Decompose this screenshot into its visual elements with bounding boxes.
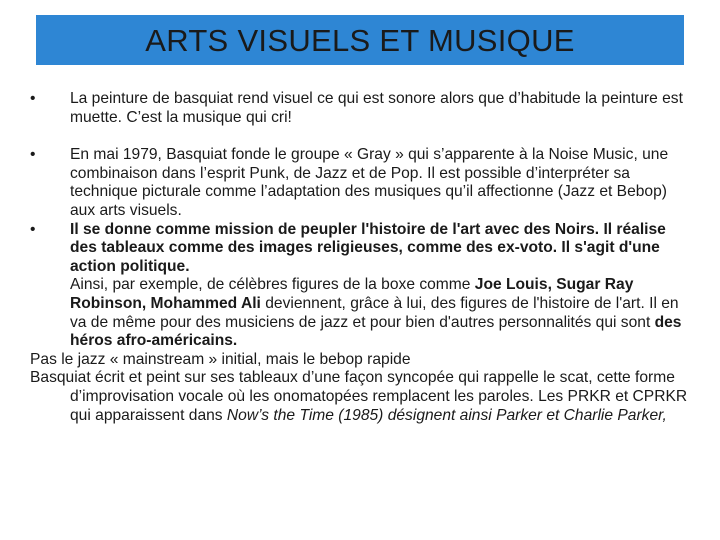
paragraph-4 (30, 276, 690, 350)
paragraph-6 (30, 369, 690, 425)
paragraph-3-text: Il se donne comme mission de peupler l'histoire de l'art avec des Noirs. Il réalise des tableaux comme des images religieuses, comme des ex-voto. Il s'agit d'une action politique. (70, 220, 666, 275)
paragraph-5-text: Pas le jazz « mainstream » initial, mais le bebop rapide (30, 350, 411, 368)
title-bar (36, 15, 684, 65)
bullet-icon: • (30, 90, 36, 107)
paragraph-3 (30, 221, 690, 277)
paragraph-2 (30, 146, 690, 220)
paragraph-4-text-2: deviennent, grâce à lui, des figures de l'histoire de l'art. Il en va de même pour des musiciens de jazz et pour bien d'autres personnalités qui sont (70, 294, 679, 331)
paragraph-4-boxers: Joe Louis, Sugar Ray Robinson, Mohammed Ali (70, 276, 634, 312)
paragraph-6-title: Now’s the Time (226, 406, 334, 424)
paragraph-2-text: En mai 1979, Basquiat fonde le groupe « Gray » qui s’apparente à la Noise Music, une combinaison dans l’esprit Punk, de Jazz et de Pop. Il est possible d’interpréter sa technique picturale comme l’adaptation des musiques qu’il affectionne (Jazz et Bebop) aux arts visuels. (70, 146, 669, 219)
paragraph-4-heroes: des héros afro-américains. (70, 313, 682, 350)
paragraph-5 (30, 351, 690, 370)
paragraph-4-text: Ainsi, par exemple, de célèbres figures de la boxe comme (70, 276, 475, 294)
bullet-icon: • (30, 220, 36, 238)
paragraph-1-text: La peinture de basquiat rend visuel ce qui est sonore alors que d’habitude la peinture est muette. C’est la musique qui cri! (70, 90, 683, 126)
paragraph-1 (30, 90, 690, 127)
slide-body (30, 90, 690, 425)
bullet-icon: • (30, 146, 36, 164)
paragraph-6-text: Basquiat écrit et peint sur ses tableaux d’une façon syncopée qui rappelle le scat, cette forme d’improvisation vocale où les onomatopées remplacent les paroles. Les PRKR et CPRKR qui apparaissent dans (30, 369, 688, 424)
slide-title: ARTS VISUELS ET MUSIQUE (145, 23, 575, 58)
paragraph-6-text-2: (1985) désignent ainsi Parker et Charlie Parker, (333, 406, 667, 424)
